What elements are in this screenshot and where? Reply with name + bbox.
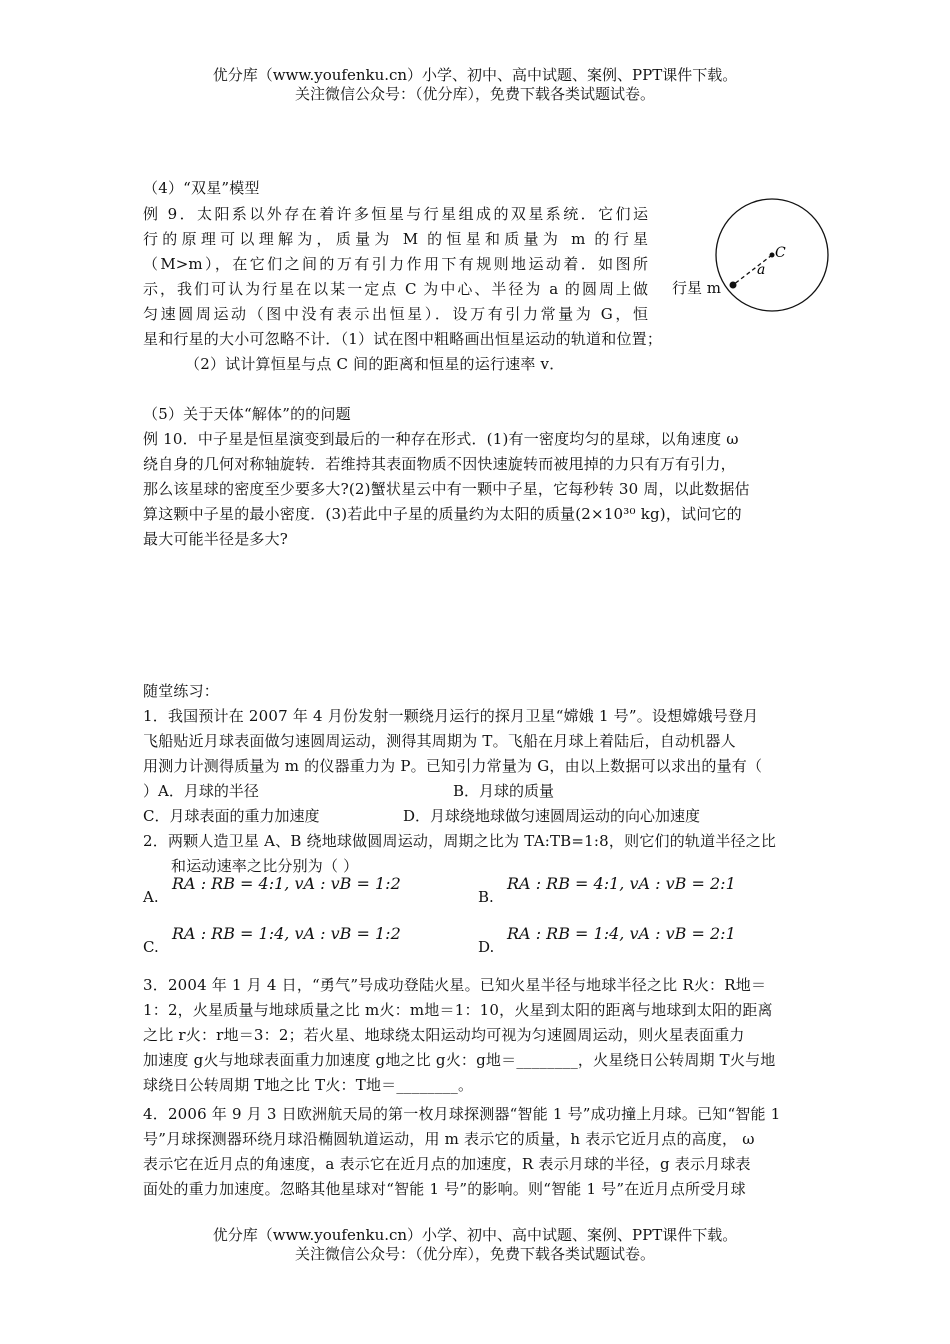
q2-option-c-formula: RA : RB = 1:4, vA : vB = 1:2 — [172, 924, 401, 943]
page-footer — [0, 1226, 950, 1264]
q2-option-c-letter: C. — [143, 938, 159, 956]
orbit-figure — [700, 190, 840, 320]
ex10-line-2: 绕自身的几何对称轴旋转．若维持其表面物质不因快速旋转而被甩掉的力只有万有引力， — [143, 455, 736, 473]
q3-line-4: 加速度 g火与地球表面重力加速度 g地之比 g火：g地＝________，火星绕日公转周期 T火与地 — [143, 1051, 776, 1069]
ex9-line-2: 行的原理可以理解为，质量为 M 的恒星和质量为 m 的行星 — [143, 230, 648, 248]
q3-line-3: 之比 r火：r地＝3：2；若火星、地球绕太阳运动均可视为匀速圆周运动，则火星表面重力 — [143, 1026, 745, 1044]
section4-title: （4）“双星”模型 — [143, 179, 260, 197]
q1-line-1: 1．我国预计在 2007 年 4 月份发射一颗绕月运行的探月卫星“嫦娥 1 号”。设想嫦娥号登月 — [143, 707, 759, 725]
ex9-line-3: （M>m），在它们之间的万有引力作用下有规则地运动着．如图所 — [143, 255, 648, 273]
label-c: C — [775, 245, 786, 261]
footer-line-1: 优分库（www.youfenku.cn）小学、初中、高中试题、案例、PPT课件下载。 — [212, 1226, 738, 1244]
practice-title: 随堂练习： — [143, 682, 220, 700]
ex9-line-5: 匀速圆周运动（图中没有表示出恒星）．设万有引力常量为 G，恒 — [143, 305, 648, 323]
ex10-line-1: 例 10．中子星是恒星演变到最后的一种存在形式．(1)有一密度均匀的星球，以角速度 ω — [143, 430, 739, 448]
q2-line-1: 2．两颗人造卫星 A、B 绕地球做圆周运动，周期之比为 TA:TB=1:8，则它们的轨道半径之比 — [143, 832, 777, 850]
q1-line-3: 用测力计测得质量为 m 的仪器重力为 P。已知引力常量为 G，由以上数据可以求出的量有（ — [143, 757, 763, 775]
ex9-line-7: （2）试计算恒星与点 C 间的距离和恒星的运行速率 v． — [185, 355, 565, 373]
section5-title: （5）关于天体“解体”的的问题 — [143, 405, 351, 423]
ex10-line-3: 那么该星球的密度至少要多大?(2)蟹状星云中有一颗中子星，它每秒转 30 周，以此数据估 — [143, 480, 750, 498]
q2-line-2: 和运动速率之比分别为（ ） — [171, 857, 359, 875]
q2-option-b-letter: B. — [478, 888, 494, 906]
q1-option-a: ）A．月球的半径 — [143, 782, 259, 800]
footer-line-2: 关注微信公众号：（优分库），免费下载各类试题试卷。 — [294, 1245, 655, 1263]
q2-option-b-formula: RA : RB = 4:1, vA : vB = 2:1 — [507, 874, 736, 893]
label-a: a — [757, 262, 766, 278]
q3-line-5: 球绕日公转周期 T地之比 T火：T地＝________。 — [143, 1076, 474, 1094]
q4-line-2: 号”月球探测器环绕月球沿椭圆轨道运动，用 m 表示它的质量，h 表示它近月点的高度， ω — [143, 1130, 755, 1148]
ex9-line-1: 例 9．太阳系以外存在着许多恒星与行星组成的双星系统．它们运 — [143, 205, 648, 223]
planet-dot — [730, 282, 737, 289]
radius-line — [733, 255, 772, 285]
center-point — [770, 253, 775, 258]
q4-line-3: 表示它在近月点的角速度，a 表示它在近月点的加速度，R 表示月球的半径，g 表示月球表 — [143, 1155, 751, 1173]
ex9-line-6: 星和行星的大小可忽略不计．（1）试在图中粗略画出恒星运动的轨道和位置； — [143, 330, 663, 348]
planet-label: 行星 m — [672, 279, 721, 297]
ex10-line-4: 算这颗中子星的最小密度．(3)若此中子星的质量约为太阳的质量(2×10³⁰ kg)，试问它的 — [143, 505, 742, 523]
q4-line-4: 面处的重力加速度。忽略其他星球对“智能 1 号”的影响。则“智能 1 号”在近月点所受月球 — [143, 1180, 746, 1198]
q1-line-2: 飞船贴近月球表面做匀速圆周运动，测得其周期为 T。飞船在月球上着陆后，自动机器人 — [143, 732, 736, 750]
page-header — [0, 66, 950, 104]
q1-option-d: D．月球绕地球做匀速圆周运动的向心加速度 — [403, 807, 701, 825]
q2-option-d-letter: D. — [478, 938, 495, 956]
ex9-line-4: 示，我们可认为行星在以某一定点 C 为中心、半径为 a 的圆周上做 — [143, 280, 648, 298]
q1-option-c: C．月球表面的重力加速度 — [143, 807, 320, 825]
ex10-line-5: 最大可能半径是多大? — [143, 530, 289, 548]
q3-line-1: 3．2004 年 1 月 4 日，“勇气”号成功登陆火星。已知火星半径与地球半径之比 R火：R地＝ — [143, 976, 767, 994]
header-line-2: 关注微信公众号：（优分库），免费下载各类试题试卷。 — [294, 85, 655, 103]
q3-line-2: 1：2，火星质量与地球质量之比 m火：m地＝1：10，火星到太阳的距离与地球到太阳的距离 — [143, 1001, 773, 1019]
q2-option-a-formula: RA : RB = 4:1, vA : vB = 1:2 — [172, 874, 401, 893]
q2-option-d-formula: RA : RB = 1:4, vA : vB = 2:1 — [507, 924, 736, 943]
header-line-1: 优分库（www.youfenku.cn）小学、初中、高中试题、案例、PPT课件下载。 — [212, 66, 738, 84]
q2-option-a-letter: A. — [143, 888, 159, 906]
q4-line-1: 4．2006 年 9 月 3 日欧洲航天局的第一枚月球探测器“智能 1 号”成功撞上月球。已知“智能 1 — [143, 1105, 781, 1123]
q1-option-b: B．月球的质量 — [453, 782, 555, 800]
